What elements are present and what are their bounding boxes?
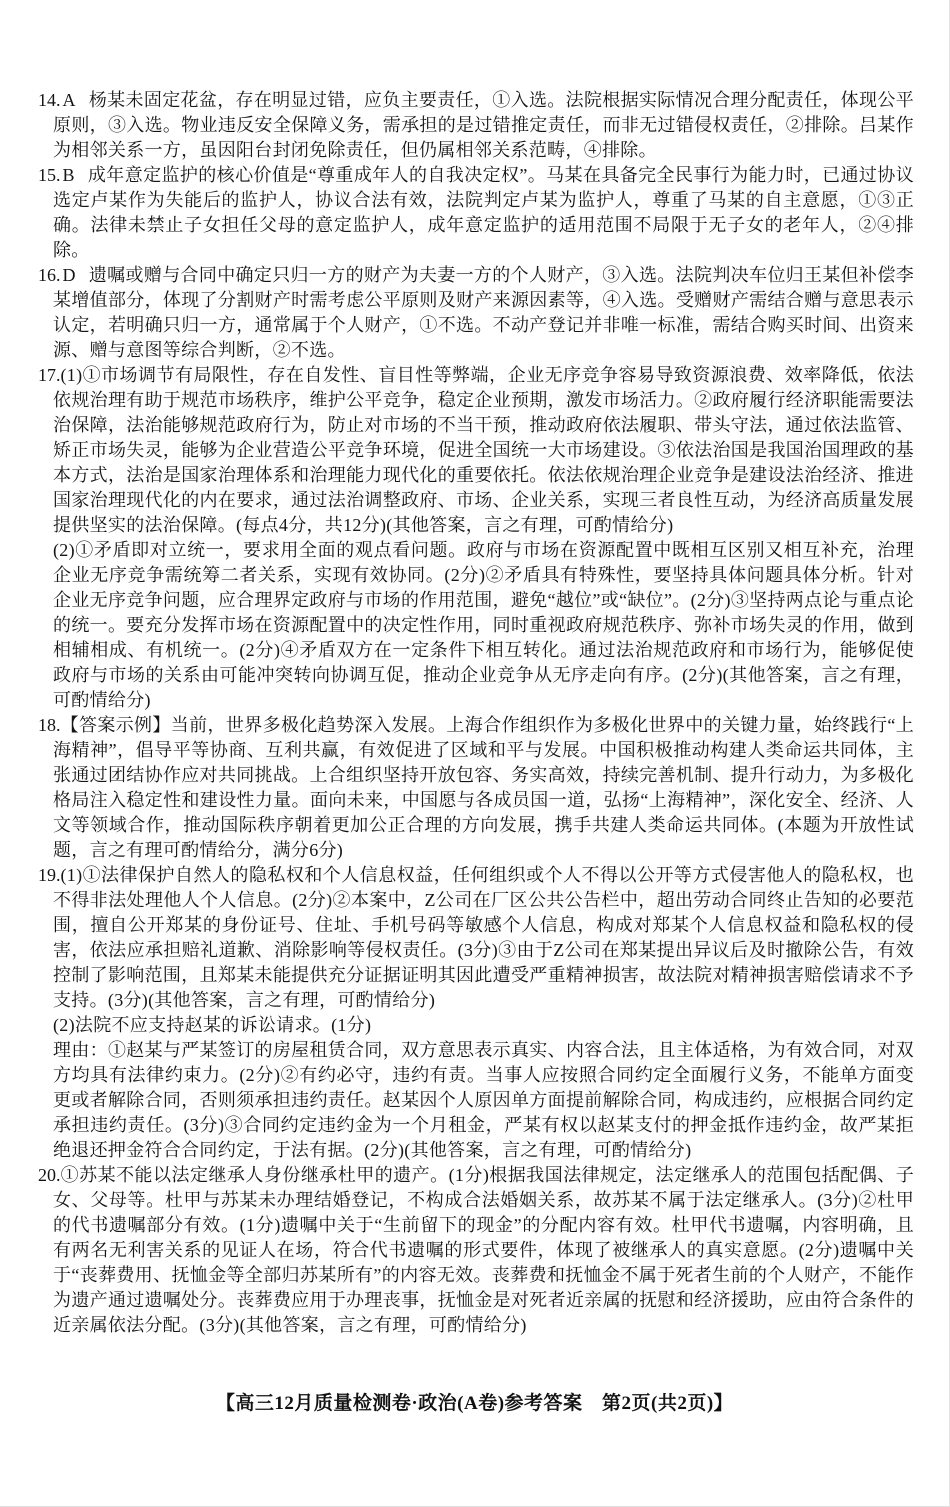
answer-item-17 bbox=[38, 363, 914, 713]
answer-item-14 bbox=[38, 88, 914, 163]
answer-item-15 bbox=[38, 163, 914, 263]
answer-text: (2)法院不应支持赵某的诉讼请求。(1分) bbox=[53, 1015, 372, 1035]
answers-content bbox=[38, 88, 914, 1338]
answer-part bbox=[38, 363, 914, 538]
answer-text: 杨某未固定花盆，存在明显过错，应负主要责任，①入选。法院根据实际情况合理分配责任，体现公平原则，③入选。物业违反安全保障义务，需承担的是过错推定责任，而非无过错侵权责任，②排除。吕某作为相邻关系一方，虽因阳台封闭免除责任，但仍属相邻关系范畴，④排除。 bbox=[53, 90, 914, 160]
answer-text: ①苏某不能以法定继承人身份继承杜甲的遗产。(1分)根据我国法律规定，法定继承人的范围包括配偶、子女、父母等。杜甲与苏某未办理结婚登记，不构成合法婚姻关系，故苏某不属于法定继承人。(3分)②杜甲的代书遗嘱部分有效。(1分)遗嘱中关于“生前留下的现金”的分配内容有效。杜甲代书遗嘱，内容明确，且有两名无利害关系的见证人在场，符合代书遗嘱的形式要件，体现了被继承人的真实意愿。(2分)遗嘱中关于“丧葬费用、抚恤金等全部归苏某所有”的内容无效。丧葬费和抚恤金不属于死者生前的个人财产，不能作为遗产通过遗嘱处分。丧葬费应用于办理丧事，抚恤金是对死者近亲属的抚慰和经济援助，应由符合条件的近亲属依法分配。(3分)(其他答案，言之有理，可酌情给分) bbox=[53, 1165, 914, 1335]
answer-item-20 bbox=[38, 1163, 914, 1338]
answer-text: 【答案示例】当前，世界多极化趋势深入发展。上海合作组织作为多极化世界中的关键力量，始终践行“上海精神”，倡导平等协商、互利共赢，有效促进了区域和平与发展。中国积极推动构建人类命运共同体，主张通过团结协作应对共同挑战。上合组织坚持开放包容、务实高效，持续完善机制、提升行动力，为多极化格局注入稳定性和建设性力量。面向未来，中国愿与各成员国一道，弘扬“上海精神”，深化安全、经济、人文等领域合作，推动国际秩序朝着更加公正合理的方向发展，携手共建人类命运共同体。(本题为开放性试题，言之有理可酌情给分，满分6分) bbox=[53, 715, 914, 860]
answer-text: 遗嘱或赠与合同中确定只归一方的财产为夫妻一方的个人财产，③入选。法院判决车位归王某但补偿李某增值部分，体现了分割财产时需考虑公平原则及财产来源因素等，④入选。受赠财产需结合赠与意思表示认定，若明确只归一方，通常属于个人财产，①不选。不动产登记并非唯一标准，需结合购买时间、出资来源、赠与意图等综合判断，②不选。 bbox=[53, 265, 914, 360]
answer-item-16 bbox=[38, 263, 914, 363]
answer-part bbox=[38, 1013, 914, 1038]
question-number: 16. bbox=[38, 265, 61, 285]
answer-part bbox=[38, 538, 914, 713]
answer-part bbox=[38, 263, 914, 363]
answer-text: 成年意定监护的核心价值是“尊重成年人的自我决定权”。马某在具备完全民事行为能力时，已通过协议选定卢某作为失能后的监护人，协议合法有效，法院判定卢某为监护人，尊重了马某的自主意愿，①③正确。法律未禁止子女担任父母的意定监护人，成年意定监护的适用范围不局限于无子女的老年人，②④排除。 bbox=[53, 165, 914, 260]
question-number: 15. bbox=[38, 165, 61, 185]
question-number: 19. bbox=[38, 865, 61, 885]
answer-item-18 bbox=[38, 713, 914, 863]
question-number: 20. bbox=[38, 1165, 61, 1185]
answer-letter: D bbox=[62, 265, 76, 285]
page-footer: 【高三12月质量检测卷·政治(A卷)参考答案 第2页(共2页)】 bbox=[215, 1393, 734, 1414]
answer-item-19 bbox=[38, 863, 914, 1163]
answer-text: 理由：①赵某与严某签订的房屋租赁合同，双方意思表示真实、内容合法，且主体适格，为有效合同，对双方均具有法律约束力。(2分)②有约必守，违约有责。当事人应按照合同约定全面履行义务，不能单方面变更或者解除合同，否则须承担违约责任。赵某因个人原因单方面提前解除合同，构成违约，应根据合同约定承担违约责任。(3分)③合同约定违约金为一个月租金，严某有权以赵某支付的押金抵作违约金，故严某拒绝退还押金符合合同约定，于法有据。(2分)(其他答案，言之有理，可酌情给分) bbox=[53, 1040, 914, 1160]
answer-text: (1)①法律保护自然人的隐私权和个人信息权益，任何组织或个人不得以公开等方式侵害他人的隐私权，也不得非法处理他人个人信息。(2分)②本案中，Z公司在厂区公共公告栏中，超出劳动合同终止告知的必要范围，擅自公开郑某的身份证号、住址、手机号码等敏感个人信息，构成对郑某个人信息权益和隐私权的侵害，依法应承担赔礼道歉、消除影响等侵权责任。(3分)③由于Z公司在郑某提出异议后及时撤除公告，有效控制了影响范围，且郑某未能提供充分证据证明其因此遭受严重精神损害，故法院对精神损害赔偿请求不予支持。(3分)(其他答案，言之有理，可酌情给分) bbox=[53, 865, 914, 1010]
answer-letter: A bbox=[62, 90, 76, 110]
answer-text: (2)①矛盾即对立统一，要求用全面的观点看问题。政府与市场在资源配置中既相互区别又相互补充，治理企业无序竞争需统筹二者关系，实现有效协同。(2分)②矛盾具有特殊性，要坚持具体问题具体分析。针对企业无序竞争问题，应合理界定政府与市场的作用范围，避免“越位”或“缺位”。(2分)③坚持两点论与重点论的统一。要充分发挥市场在资源配置中的决定性作用，同时重视政府规范秩序、弥补市场失灵的作用，做到相辅相成、有机统一。(2分)④矛盾双方在一定条件下相互转化。通过法治规范政府和市场行为，能够促使政府与市场的关系由可能冲突转向协调互促，推动企业竞争从无序走向有序。(2分)(其他答案，言之有理，可酌情给分) bbox=[53, 540, 914, 710]
question-number: 14. bbox=[38, 90, 61, 110]
answer-part bbox=[38, 1038, 914, 1163]
answer-text: (1)①市场调节有局限性，存在自发性、盲目性等弊端，企业无序竞争容易导致资源浪费、效率降低，依法依规治理有助于规范市场秩序，维护公平竞争，稳定企业预期，激发市场活力。②政府履行经济职能需要法治保障，法治能够规范政府行为，防止对市场的不当干预，推动政府依法履职、带头守法，通过依法监管、矫正市场失灵，能够为企业营造公平竞争环境，促进全国统一大市场建设。③依法治国是我国治国理政的基本方式，法治是国家治理体系和治理能力现代化的重要依托。依法依规治理企业竞争是建设法治经济、推进国家治理现代化的内在要求，通过法治调整政府、市场、企业关系，实现三者良性互动，为经济高质量发展提供坚实的法治保障。(每点4分，共12分)(其他答案，言之有理，可酌情给分) bbox=[53, 365, 914, 535]
answer-part bbox=[38, 88, 914, 163]
answer-part bbox=[38, 163, 914, 263]
question-number: 17. bbox=[38, 365, 61, 385]
answer-part bbox=[38, 713, 914, 863]
answer-letter: B bbox=[62, 165, 75, 185]
answer-part bbox=[38, 863, 914, 1013]
question-number: 18. bbox=[38, 715, 61, 735]
answer-part bbox=[38, 1163, 914, 1338]
